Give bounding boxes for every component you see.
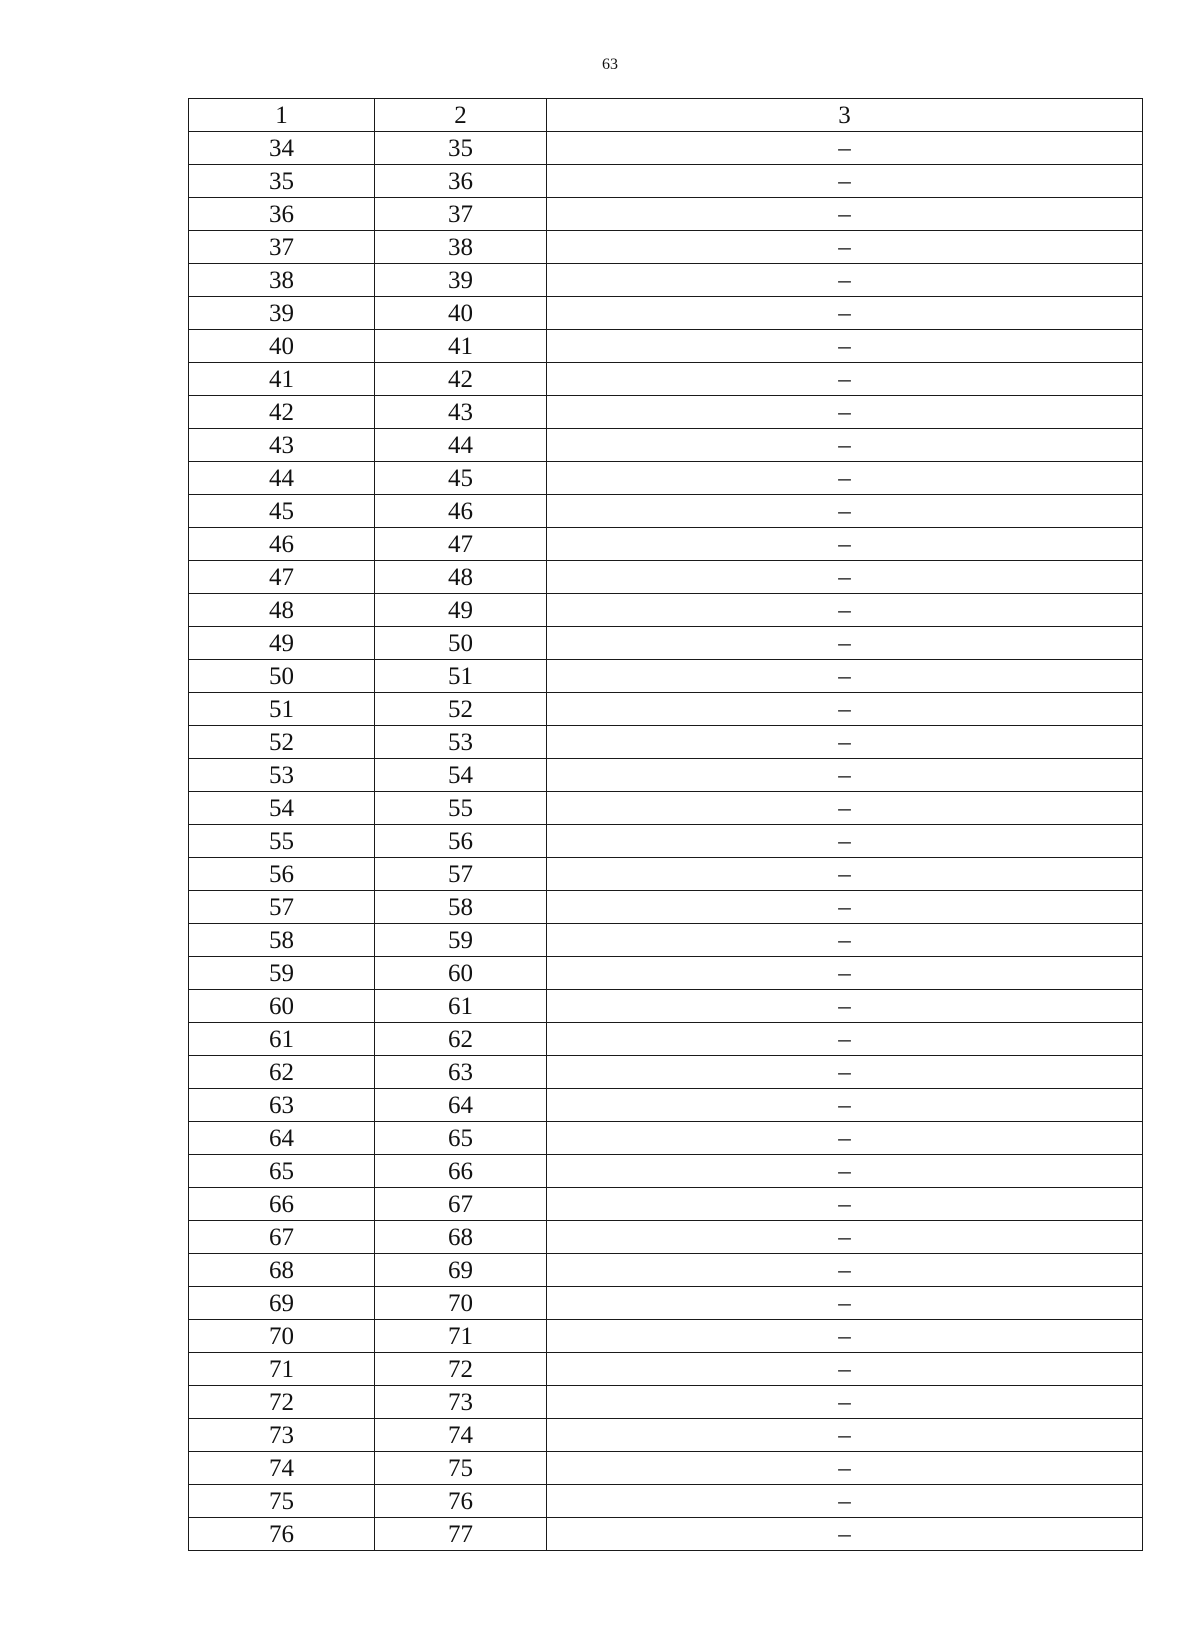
table-cell-col-2: 62	[375, 1023, 547, 1056]
table-row	[189, 1419, 1143, 1452]
table-cell-col-2: 37	[375, 198, 547, 231]
table-cell-col-2: 41	[375, 330, 547, 363]
table-cell-col-1: 76	[189, 1518, 375, 1551]
table-row	[189, 429, 1143, 462]
table-cell-col-1: 37	[189, 231, 375, 264]
table-cell-col-3: –	[547, 1122, 1143, 1155]
table-cell-col-1: 57	[189, 891, 375, 924]
table-cell-col-2: 43	[375, 396, 547, 429]
table-cell-col-3: –	[547, 1386, 1143, 1419]
table-cell-col-3: –	[547, 462, 1143, 495]
table-row	[189, 990, 1143, 1023]
table-cell-col-1: 38	[189, 264, 375, 297]
table-cell-col-1: 56	[189, 858, 375, 891]
table-row	[189, 231, 1143, 264]
table-row	[189, 1221, 1143, 1254]
table-row	[189, 726, 1143, 759]
table-cell-col-1: 65	[189, 1155, 375, 1188]
table-cell-col-2: 68	[375, 1221, 547, 1254]
table-cell-col-3: –	[547, 990, 1143, 1023]
table-row	[189, 627, 1143, 660]
table-cell-col-1: 34	[189, 132, 375, 165]
table-cell-col-1: 47	[189, 561, 375, 594]
table-cell-col-2: 71	[375, 1320, 547, 1353]
table-cell-col-2: 77	[375, 1518, 547, 1551]
table-cell-col-2: 46	[375, 495, 547, 528]
table-cell-col-1: 51	[189, 693, 375, 726]
table-row	[189, 660, 1143, 693]
table-cell-col-3: –	[547, 231, 1143, 264]
table-cell-col-3: –	[547, 792, 1143, 825]
table-cell-col-2: 59	[375, 924, 547, 957]
table-cell-col-3: –	[547, 1221, 1143, 1254]
table-cell-col-3: –	[547, 1452, 1143, 1485]
table-cell-col-3: –	[547, 825, 1143, 858]
column-header-2: 2	[375, 99, 547, 132]
table-cell-col-2: 58	[375, 891, 547, 924]
table-header	[189, 99, 1143, 132]
table-cell-col-2: 50	[375, 627, 547, 660]
table-cell-col-1: 75	[189, 1485, 375, 1518]
table-cell-col-1: 43	[189, 429, 375, 462]
table-row	[189, 1254, 1143, 1287]
table-cell-col-2: 53	[375, 726, 547, 759]
table-cell-col-2: 44	[375, 429, 547, 462]
table-cell-col-2: 76	[375, 1485, 547, 1518]
table-cell-col-2: 38	[375, 231, 547, 264]
table-cell-col-3: –	[547, 627, 1143, 660]
table-cell-col-1: 59	[189, 957, 375, 990]
table-cell-col-1: 66	[189, 1188, 375, 1221]
table-row	[189, 1056, 1143, 1089]
table-body	[189, 132, 1143, 1551]
table-cell-col-2: 49	[375, 594, 547, 627]
table-cell-col-1: 48	[189, 594, 375, 627]
table-row	[189, 132, 1143, 165]
table-row	[189, 792, 1143, 825]
table-row	[189, 759, 1143, 792]
table-row	[189, 594, 1143, 627]
table-cell-col-1: 72	[189, 1386, 375, 1419]
table-row	[189, 1287, 1143, 1320]
table-row	[189, 462, 1143, 495]
table-cell-col-3: –	[547, 924, 1143, 957]
table-cell-col-2: 40	[375, 297, 547, 330]
table-row	[189, 1188, 1143, 1221]
table-cell-col-3: –	[547, 1188, 1143, 1221]
table-row	[189, 1485, 1143, 1518]
table-cell-col-3: –	[547, 726, 1143, 759]
table-cell-col-2: 61	[375, 990, 547, 1023]
table-cell-col-3: –	[547, 660, 1143, 693]
table-cell-col-3: –	[547, 957, 1143, 990]
table-cell-col-2: 72	[375, 1353, 547, 1386]
table-row	[189, 891, 1143, 924]
table-cell-col-1: 50	[189, 660, 375, 693]
table-cell-col-2: 48	[375, 561, 547, 594]
table-cell-col-3: –	[547, 132, 1143, 165]
table-cell-col-3: –	[547, 1254, 1143, 1287]
table-row	[189, 1155, 1143, 1188]
table-cell-col-3: –	[547, 1518, 1143, 1551]
table-cell-col-2: 69	[375, 1254, 547, 1287]
table-cell-col-2: 65	[375, 1122, 547, 1155]
table-row	[189, 297, 1143, 330]
table-cell-col-2: 45	[375, 462, 547, 495]
table-cell-col-1: 40	[189, 330, 375, 363]
table-cell-col-3: –	[547, 1419, 1143, 1452]
table-cell-col-1: 60	[189, 990, 375, 1023]
table-cell-col-1: 46	[189, 528, 375, 561]
table-cell-col-2: 63	[375, 1056, 547, 1089]
table-cell-col-1: 68	[189, 1254, 375, 1287]
table-row	[189, 528, 1143, 561]
table-row	[189, 1023, 1143, 1056]
table-cell-col-3: –	[547, 693, 1143, 726]
table-cell-col-2: 67	[375, 1188, 547, 1221]
table-cell-col-1: 52	[189, 726, 375, 759]
table-cell-col-2: 39	[375, 264, 547, 297]
table-row	[189, 1320, 1143, 1353]
table-row	[189, 1122, 1143, 1155]
table-row	[189, 693, 1143, 726]
table-row	[189, 1386, 1143, 1419]
table-cell-col-1: 45	[189, 495, 375, 528]
table-row	[189, 1452, 1143, 1485]
table-cell-col-3: –	[547, 858, 1143, 891]
table-cell-col-3: –	[547, 1155, 1143, 1188]
table-cell-col-2: 64	[375, 1089, 547, 1122]
column-header-1: 1	[189, 99, 375, 132]
table-row	[189, 495, 1143, 528]
table-cell-col-3: –	[547, 1056, 1143, 1089]
table-row	[189, 825, 1143, 858]
table-cell-col-2: 54	[375, 759, 547, 792]
table-cell-col-2: 66	[375, 1155, 547, 1188]
table-cell-col-1: 70	[189, 1320, 375, 1353]
table-cell-col-2: 74	[375, 1419, 547, 1452]
table-cell-col-3: –	[547, 759, 1143, 792]
table-cell-col-3: –	[547, 1320, 1143, 1353]
table-cell-col-1: 41	[189, 363, 375, 396]
table-cell-col-3: –	[547, 1023, 1143, 1056]
table-cell-col-3: –	[547, 198, 1143, 231]
header-row	[189, 99, 1143, 132]
table-cell-col-1: 67	[189, 1221, 375, 1254]
table-cell-col-1: 74	[189, 1452, 375, 1485]
table-cell-col-1: 55	[189, 825, 375, 858]
table-cell-col-3: –	[547, 264, 1143, 297]
table-cell-col-1: 35	[189, 165, 375, 198]
table-cell-col-2: 35	[375, 132, 547, 165]
table-row	[189, 924, 1143, 957]
table-cell-col-1: 39	[189, 297, 375, 330]
table-cell-col-3: –	[547, 495, 1143, 528]
table-cell-col-2: 55	[375, 792, 547, 825]
table-row	[189, 858, 1143, 891]
table-cell-col-2: 51	[375, 660, 547, 693]
table-cell-col-3: –	[547, 297, 1143, 330]
table-cell-col-3: –	[547, 1287, 1143, 1320]
table-cell-col-2: 42	[375, 363, 547, 396]
table-cell-col-3: –	[547, 1353, 1143, 1386]
data-table	[188, 98, 1143, 1551]
table-cell-col-3: –	[547, 396, 1143, 429]
table-cell-col-3: –	[547, 330, 1143, 363]
table-cell-col-2: 57	[375, 858, 547, 891]
column-header-3: 3	[547, 99, 1143, 132]
table-cell-col-1: 44	[189, 462, 375, 495]
table-cell-col-1: 64	[189, 1122, 375, 1155]
table-row	[189, 561, 1143, 594]
page-number: 63	[602, 56, 618, 73]
table-cell-col-2: 36	[375, 165, 547, 198]
table-row	[189, 396, 1143, 429]
table-cell-col-3: –	[547, 594, 1143, 627]
table-cell-col-1: 36	[189, 198, 375, 231]
table-row	[189, 1518, 1143, 1551]
table-cell-col-2: 52	[375, 693, 547, 726]
table-cell-col-2: 56	[375, 825, 547, 858]
table-cell-col-1: 62	[189, 1056, 375, 1089]
table-cell-col-1: 61	[189, 1023, 375, 1056]
table-cell-col-3: –	[547, 528, 1143, 561]
table-row	[189, 957, 1143, 990]
table-cell-col-3: –	[547, 429, 1143, 462]
table-row	[189, 165, 1143, 198]
table-cell-col-1: 42	[189, 396, 375, 429]
table-row	[189, 264, 1143, 297]
table-cell-col-1: 71	[189, 1353, 375, 1386]
table-cell-col-1: 49	[189, 627, 375, 660]
table-cell-col-3: –	[547, 165, 1143, 198]
table-row	[189, 1089, 1143, 1122]
table-cell-col-2: 47	[375, 528, 547, 561]
table-cell-col-1: 54	[189, 792, 375, 825]
table-cell-col-3: –	[547, 1089, 1143, 1122]
table-cell-col-1: 63	[189, 1089, 375, 1122]
table-row	[189, 330, 1143, 363]
table-cell-col-2: 60	[375, 957, 547, 990]
table-cell-col-3: –	[547, 891, 1143, 924]
table-cell-col-2: 75	[375, 1452, 547, 1485]
table-cell-col-3: –	[547, 363, 1143, 396]
table-cell-col-2: 73	[375, 1386, 547, 1419]
table-row	[189, 1353, 1143, 1386]
table-cell-col-1: 58	[189, 924, 375, 957]
table-row	[189, 198, 1143, 231]
table-row	[189, 363, 1143, 396]
table-cell-col-3: –	[547, 561, 1143, 594]
table-cell-col-1: 73	[189, 1419, 375, 1452]
table-cell-col-2: 70	[375, 1287, 547, 1320]
table-cell-col-1: 69	[189, 1287, 375, 1320]
table-cell-col-1: 53	[189, 759, 375, 792]
table-cell-col-3: –	[547, 1485, 1143, 1518]
